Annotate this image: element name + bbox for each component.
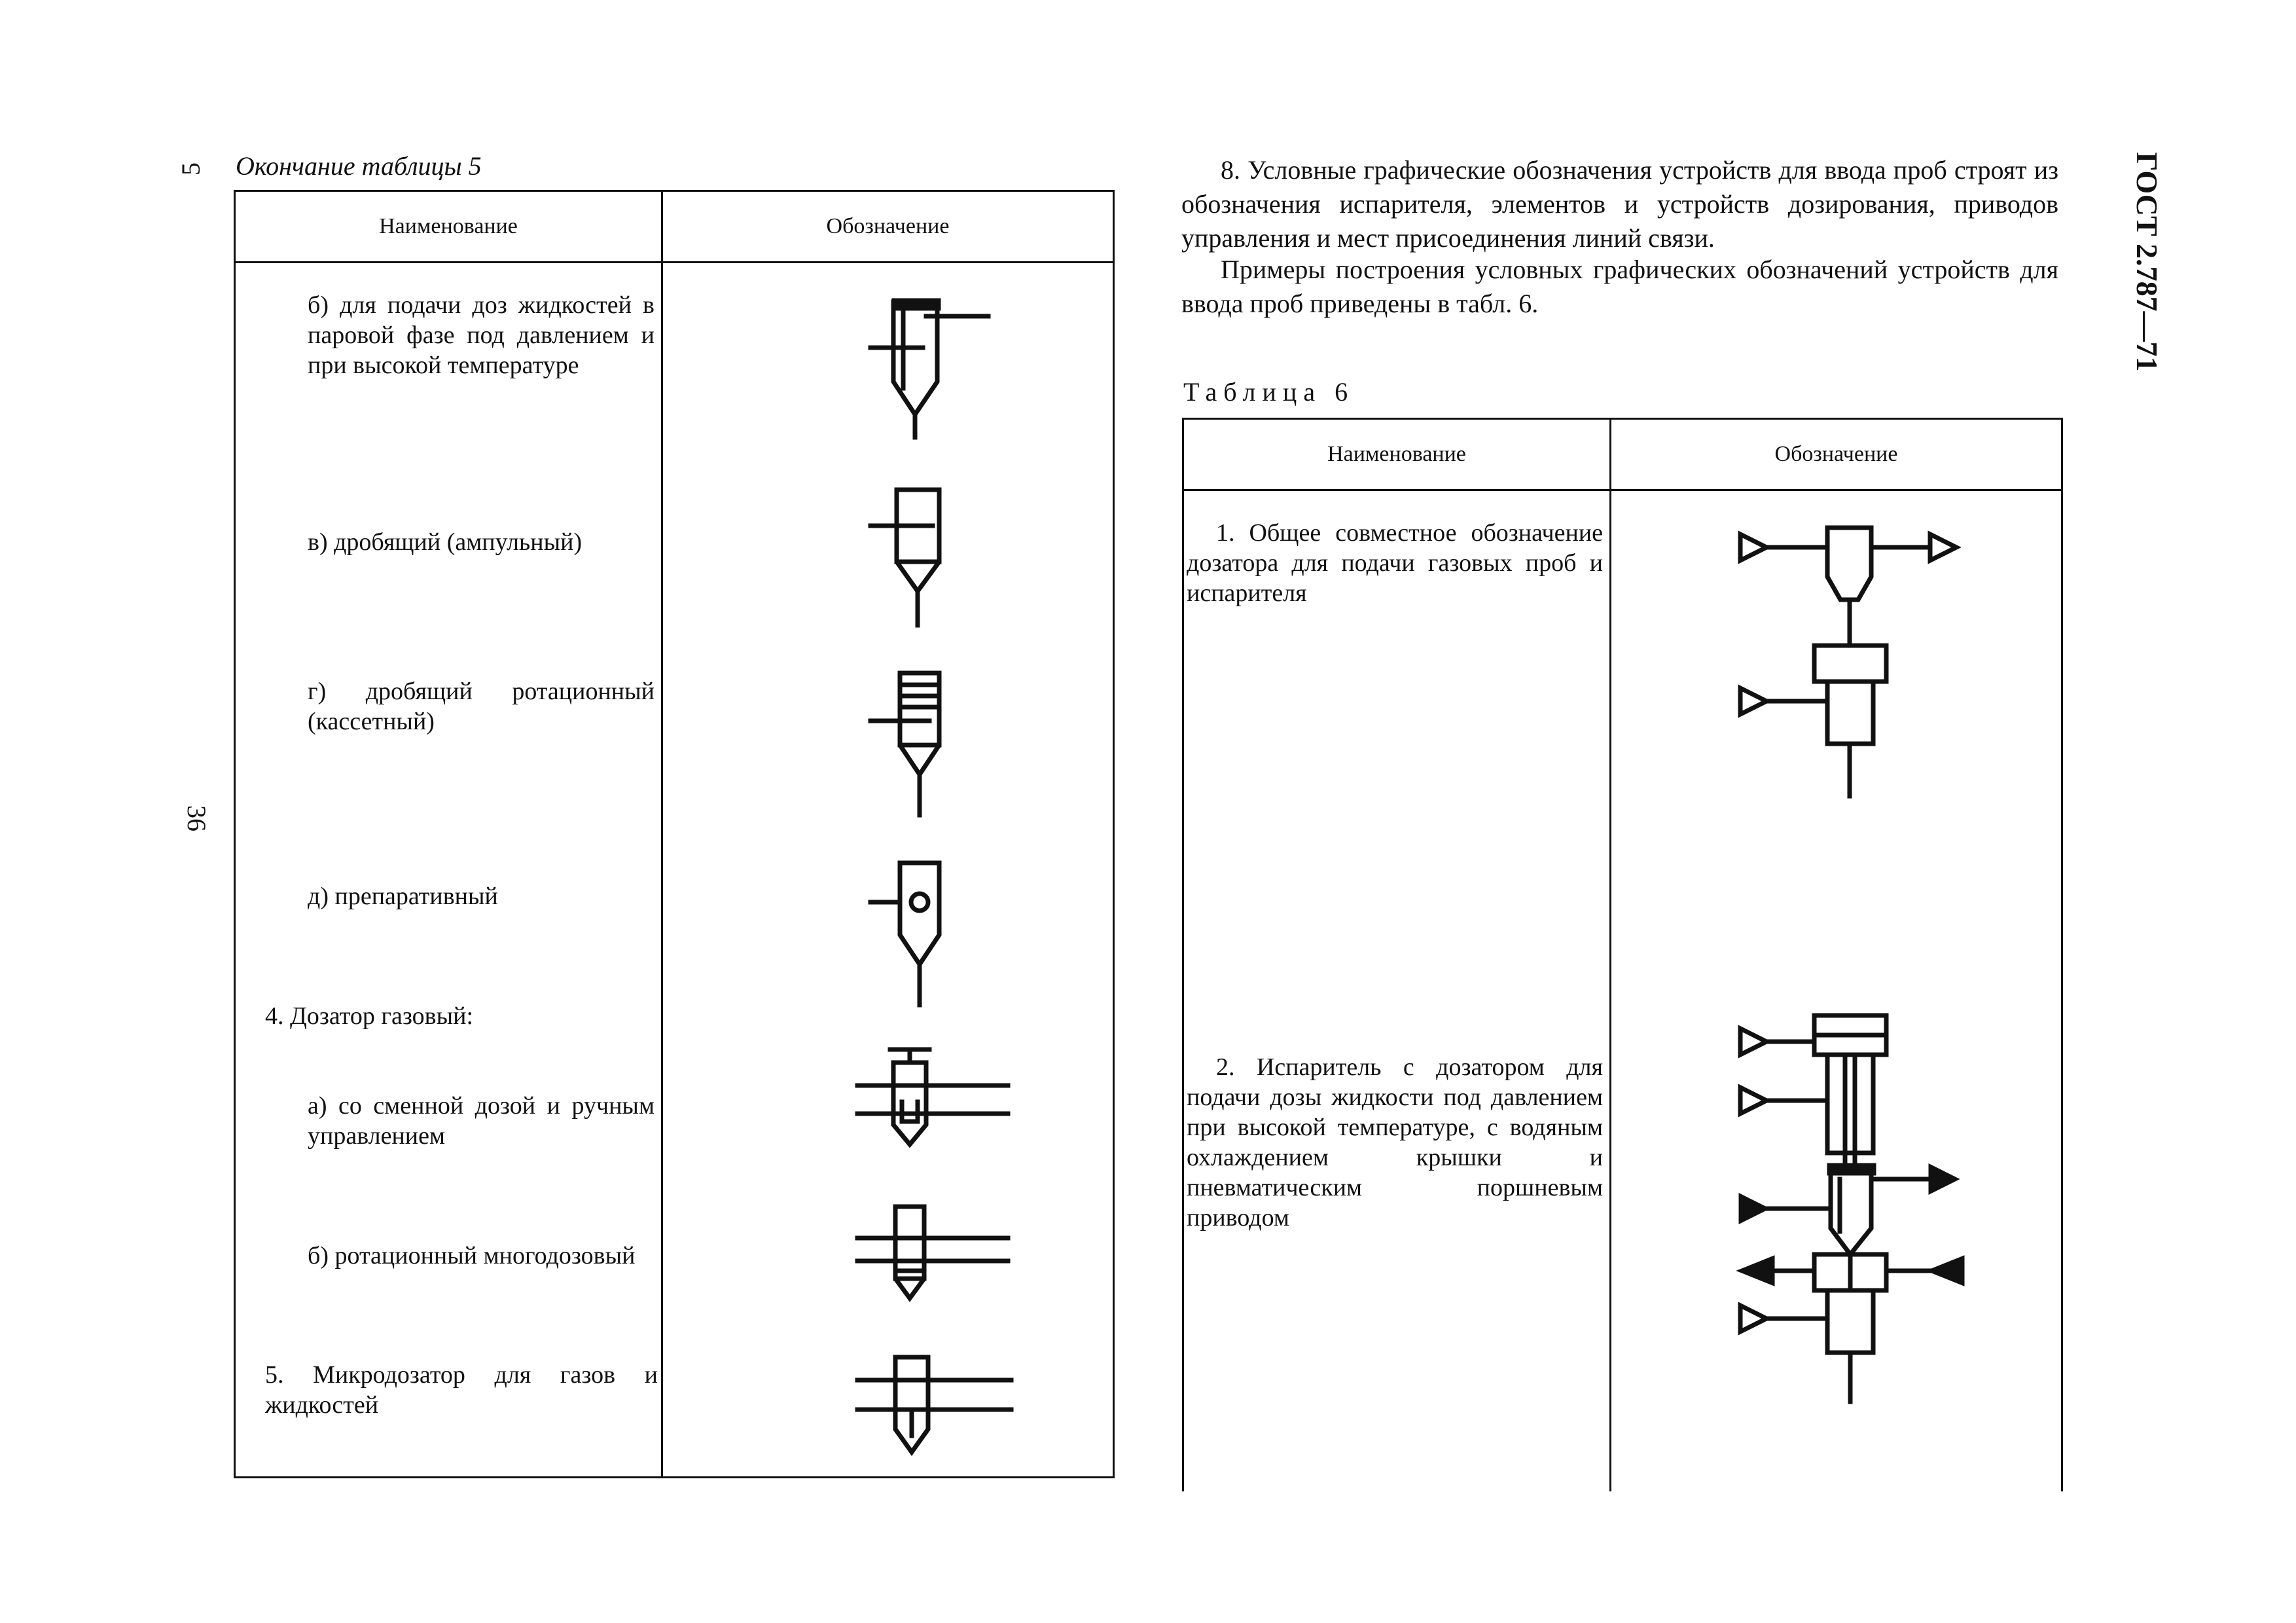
table5-row-text: б) для подачи доз жидкостей в паровой фазе под давлением и при высокой температуре: [308, 291, 655, 379]
table5: [234, 190, 1115, 1478]
table5-row-text: б) ротационный многодозовый: [308, 1242, 636, 1269]
table5-header: [236, 192, 1113, 263]
table6-header-name: Наименование: [1327, 442, 1466, 466]
table6-column-divider: [1609, 420, 1611, 1491]
table5-row-text: г) дробящий ротационный (кассетный): [308, 678, 655, 735]
table6-header: [1184, 420, 2061, 491]
table5-row-text: 5. Микродозатор для газов и жидкостей: [265, 1361, 658, 1419]
table6: [1182, 418, 2063, 1491]
doser-crushing-rotary-icon: [864, 663, 995, 820]
microdoser-icon: [851, 1344, 1021, 1475]
table6-header-symbol: Обозначение: [1774, 442, 1898, 466]
running-head: ГОСТ 2.787—71: [2130, 152, 2164, 372]
doser-preparative-icon: [864, 853, 995, 1010]
intro-paragraph-1: 8. Условные графические обозначения устройств для ввода проб строят из обозначения испарителя, элементов и устройств дозирования, приводов управления и мест присоединения линий связи.: [1181, 155, 2058, 253]
gas-doser-evaporator-icon: [1734, 518, 1996, 865]
table5-column-divider: [661, 192, 663, 1476]
table5-header-symbol: Обозначение: [826, 214, 950, 238]
doser-crushing-ampoule-icon: [864, 480, 995, 630]
table6-row-text: 1. Общее совместное обозначение дозатора для подачи газовых проб и испарителя: [1187, 519, 1603, 607]
table5-row-text: д) препаративный: [308, 883, 498, 910]
table5-caption: Окончание таблицы 5: [236, 151, 482, 181]
table5-row-text: 4. Дозатор газовый:: [265, 1002, 474, 1030]
side-number-left: 36: [182, 805, 211, 831]
table5-row-text: а) со сменной дозой и ручным управлением: [308, 1092, 655, 1150]
evaporator-liquid-doser-icon: [1734, 993, 2022, 1477]
doser-liquid-vapor-icon: [864, 290, 995, 441]
table5-header-name: Наименование: [379, 214, 518, 238]
table6-row-text: 2. Испаритель с дозатором для подачи дозы жидкости под давлением при высокой температуре, с водяным охлаждением крышки и пневматическим поршневым приводом: [1187, 1053, 1603, 1231]
table5-row-text: в) дробящий (ампульный): [308, 528, 583, 556]
page-number-left: 5: [176, 162, 206, 175]
intro-paragraph-2: Примеры построения условных графических обозначений устройств для ввода проб приведены в табл. 6.: [1181, 255, 2058, 318]
gas-doser-manual-icon: [851, 1036, 1021, 1167]
gas-doser-rotary-icon: [851, 1194, 1021, 1324]
table6-caption: Таблица 6: [1183, 377, 1355, 407]
